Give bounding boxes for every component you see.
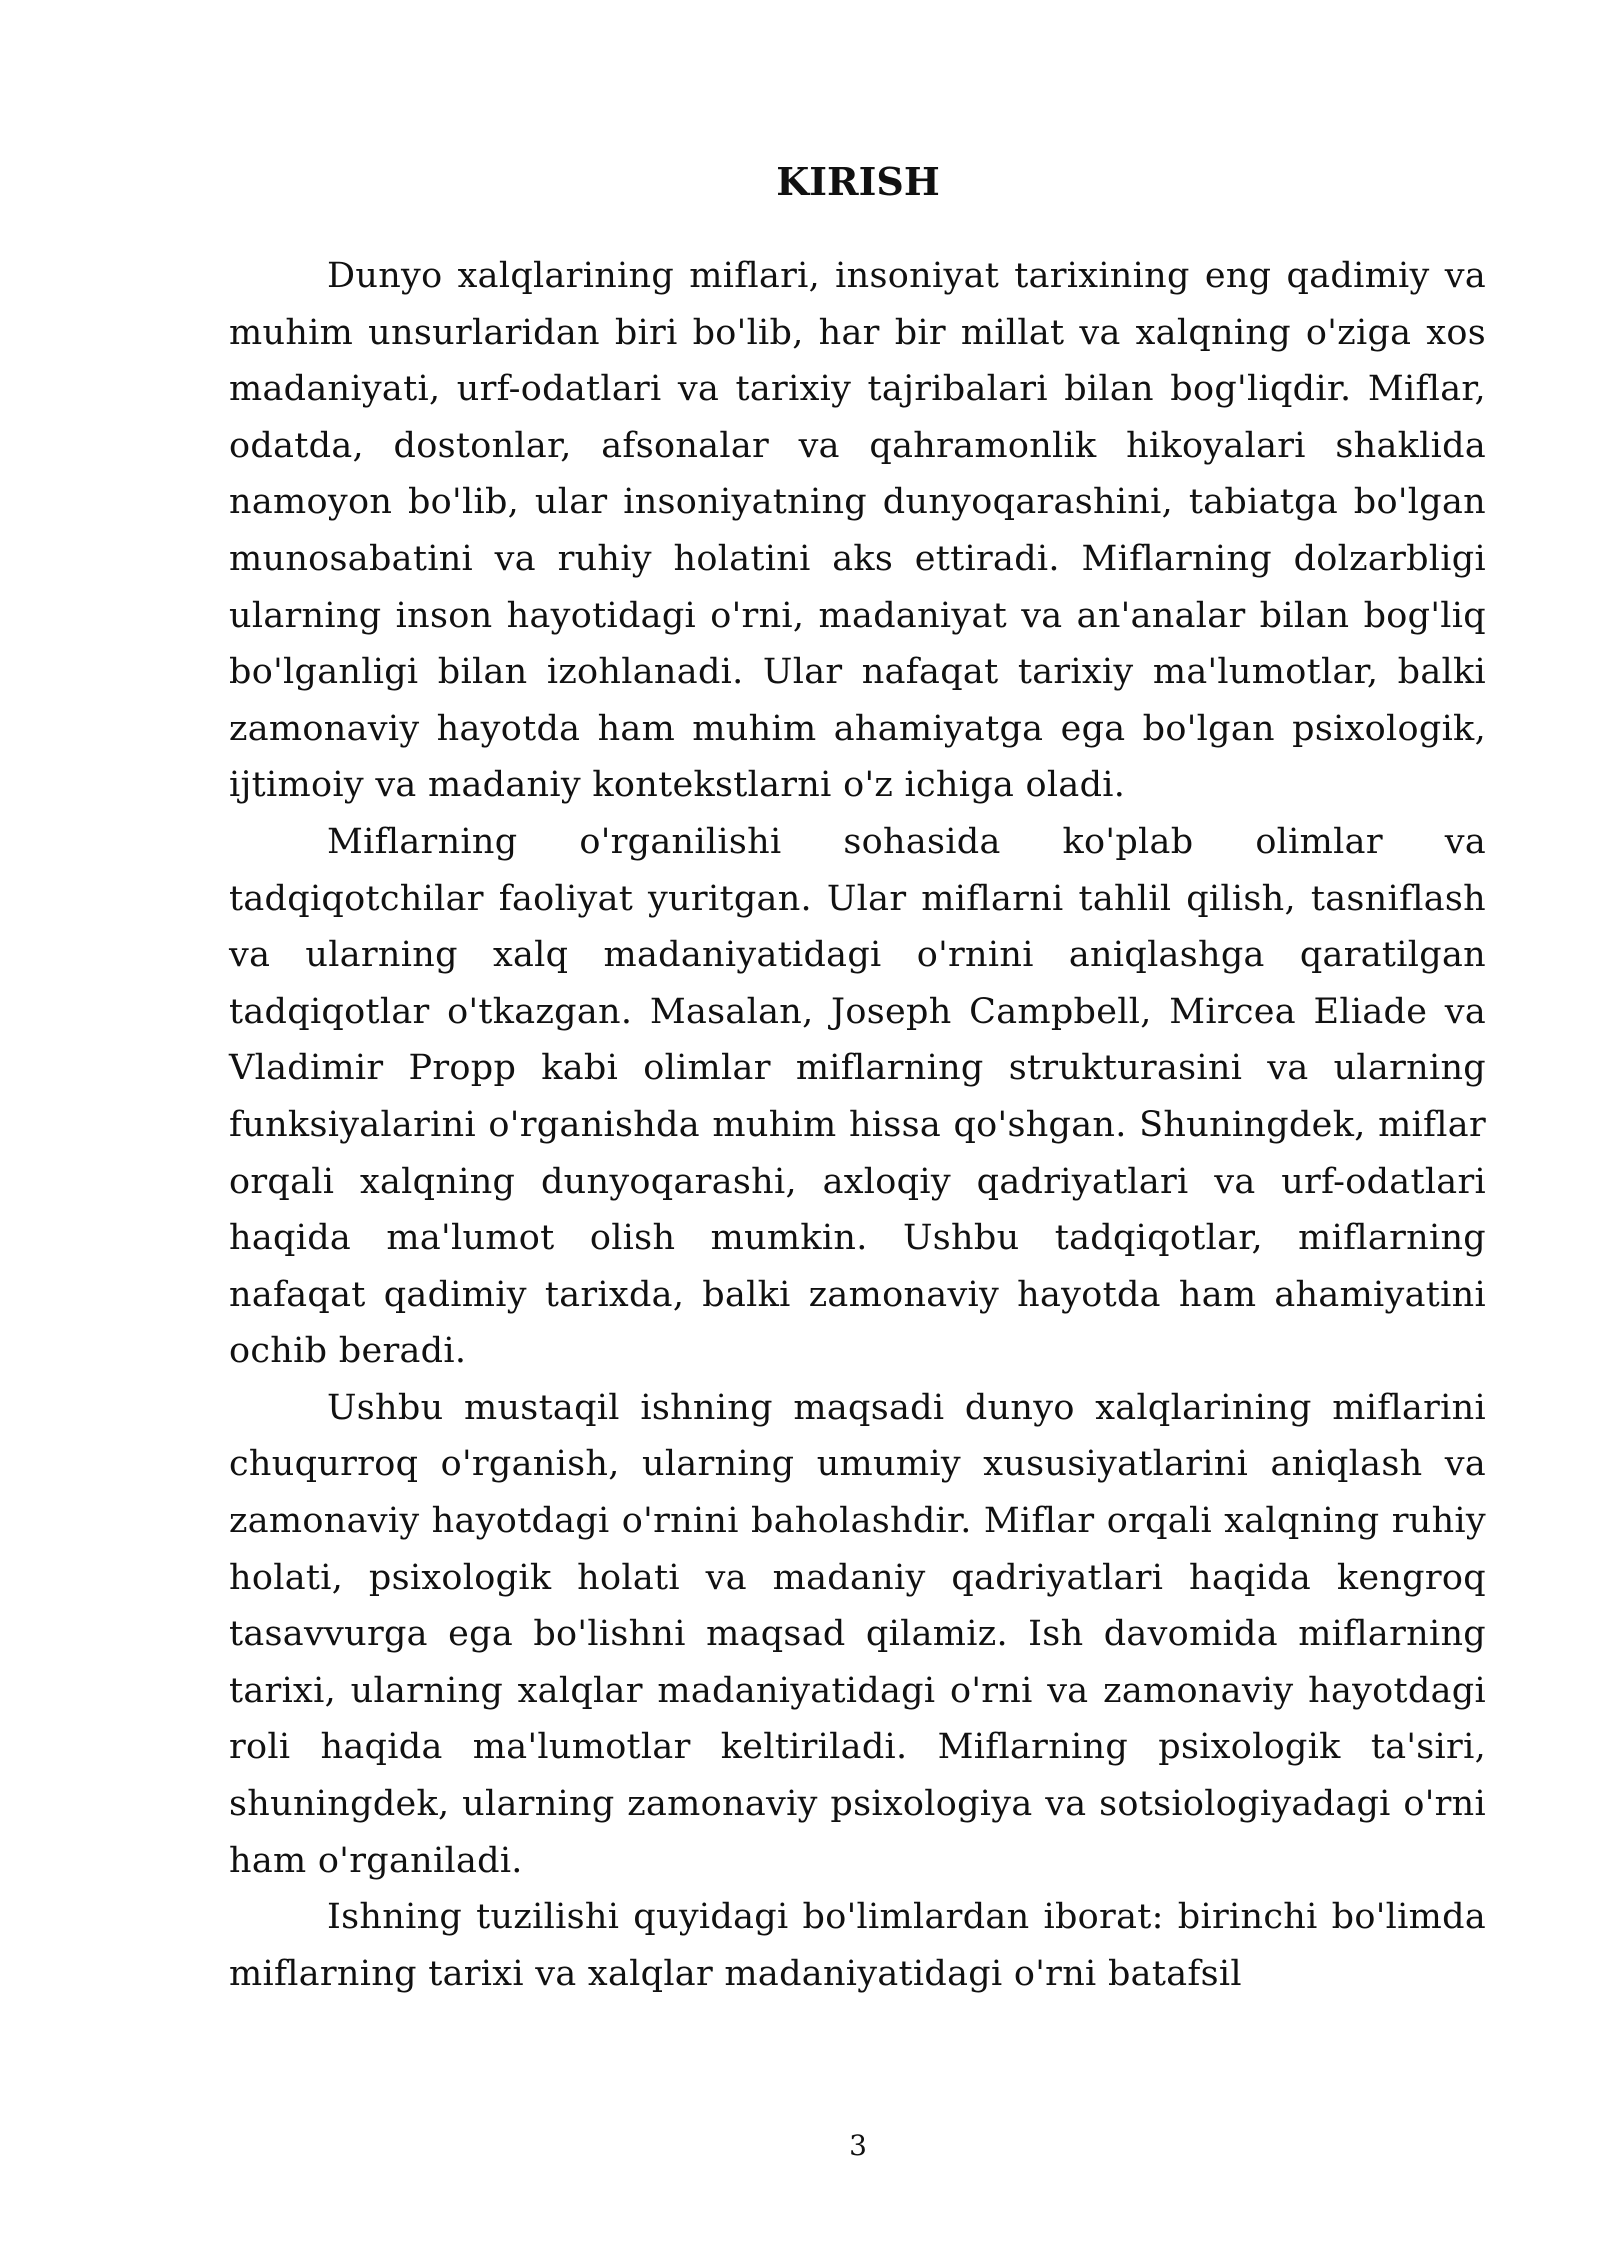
paragraph-2: Miflarning o'rganilishi sohasida ko'plab olimlar va tadqiqotchilar faoliyat yuritgan. Ular miflarni tahlil qilish, tasniflash va ularning xalq madaniyatidagi o'rnini aniqlashga qaratilgan tadqiqotlar o'tkazgan. Masalan, Joseph Campbell, Mircea Eliade va Vladimir Propp kabi olimlar miflarning strukturasini va ularning funksiyalarini o'rganishda muhim hissa qo'shgan. Shuningdek, miflar orqali xalqning dunyoqarashi, axloqiy qadriyatlari va urf-odatlari haqida ma'lumot olish mumkin. Ushbu tadqiqotlar, miflarning nafaqat qadimiy tarixda, balki zamonaviy hayotda ham ahamiyatini ochib beradi. bbox=[229, 821, 1486, 1372]
body-text bbox=[229, 248, 1486, 2002]
paragraph-4: Ishning tuzilishi quyidagi bo'limlardan iborat: birinchi bo'limda miflarning tarixi va xalqlar madaniyatidagi o'rni batafsil bbox=[229, 1897, 1486, 1994]
page-title: KIRISH bbox=[776, 159, 940, 204]
paragraph-1: Dunyo xalqlarining miflari, insoniyat tarixining eng qadimiy va muhim unsurlaridan biri bo'lib, har bir millat va xalqning o'ziga xos madaniyati, urf-odatlari va tarixiy tajribalari bilan bog'liqdir. Miflar, odatda, dostonlar, afsonalar va qahramonlik hikoyalari shaklida namoyon bo'lib, ular insoniyatning dunyoqarashini, tabiatga bo'lgan munosabatini va ruhiy holatini aks ettiradi. Miflarning dolzarbligi ularning inson hayotidagi o'rni, madaniyat va an'analar bilan bog'liq bo'lganligi bilan izohlanadi. Ular nafaqat tarixiy ma'lumotlar, balki zamonaviy hayotda ham muhim ahamiyatga ega bo'lgan psixologik, ijtimoiy va madaniy kontekstlarni o'z ichiga oladi. bbox=[229, 256, 1486, 806]
page-number: 3 bbox=[849, 2129, 867, 2162]
paragraph-3: Ushbu mustaqil ishning maqsadi dunyo xalqlarining miflarini chuqurroq o'rganish, ularning umumiy xususiyatlarini aniqlash va zamonaviy hayotdagi o'rnini baholashdir. Miflar orqali xalqning ruhiy holati, psixologik holati va madaniy qadriyatlari haqida kengroq tasavvurga ega bo'lishni maqsad qilamiz. Ish davomida miflarning tarixi, ularning xalqlar madaniyatidagi o'rni va zamonaviy hayotdagi roli haqida ma'lumotlar keltiriladi. Miflarning psixologik ta'siri, shuningdek, ularning zamonaviy psixologiya va sotsiologiyadagi o'rni ham o'rganiladi. bbox=[229, 1387, 1486, 1881]
